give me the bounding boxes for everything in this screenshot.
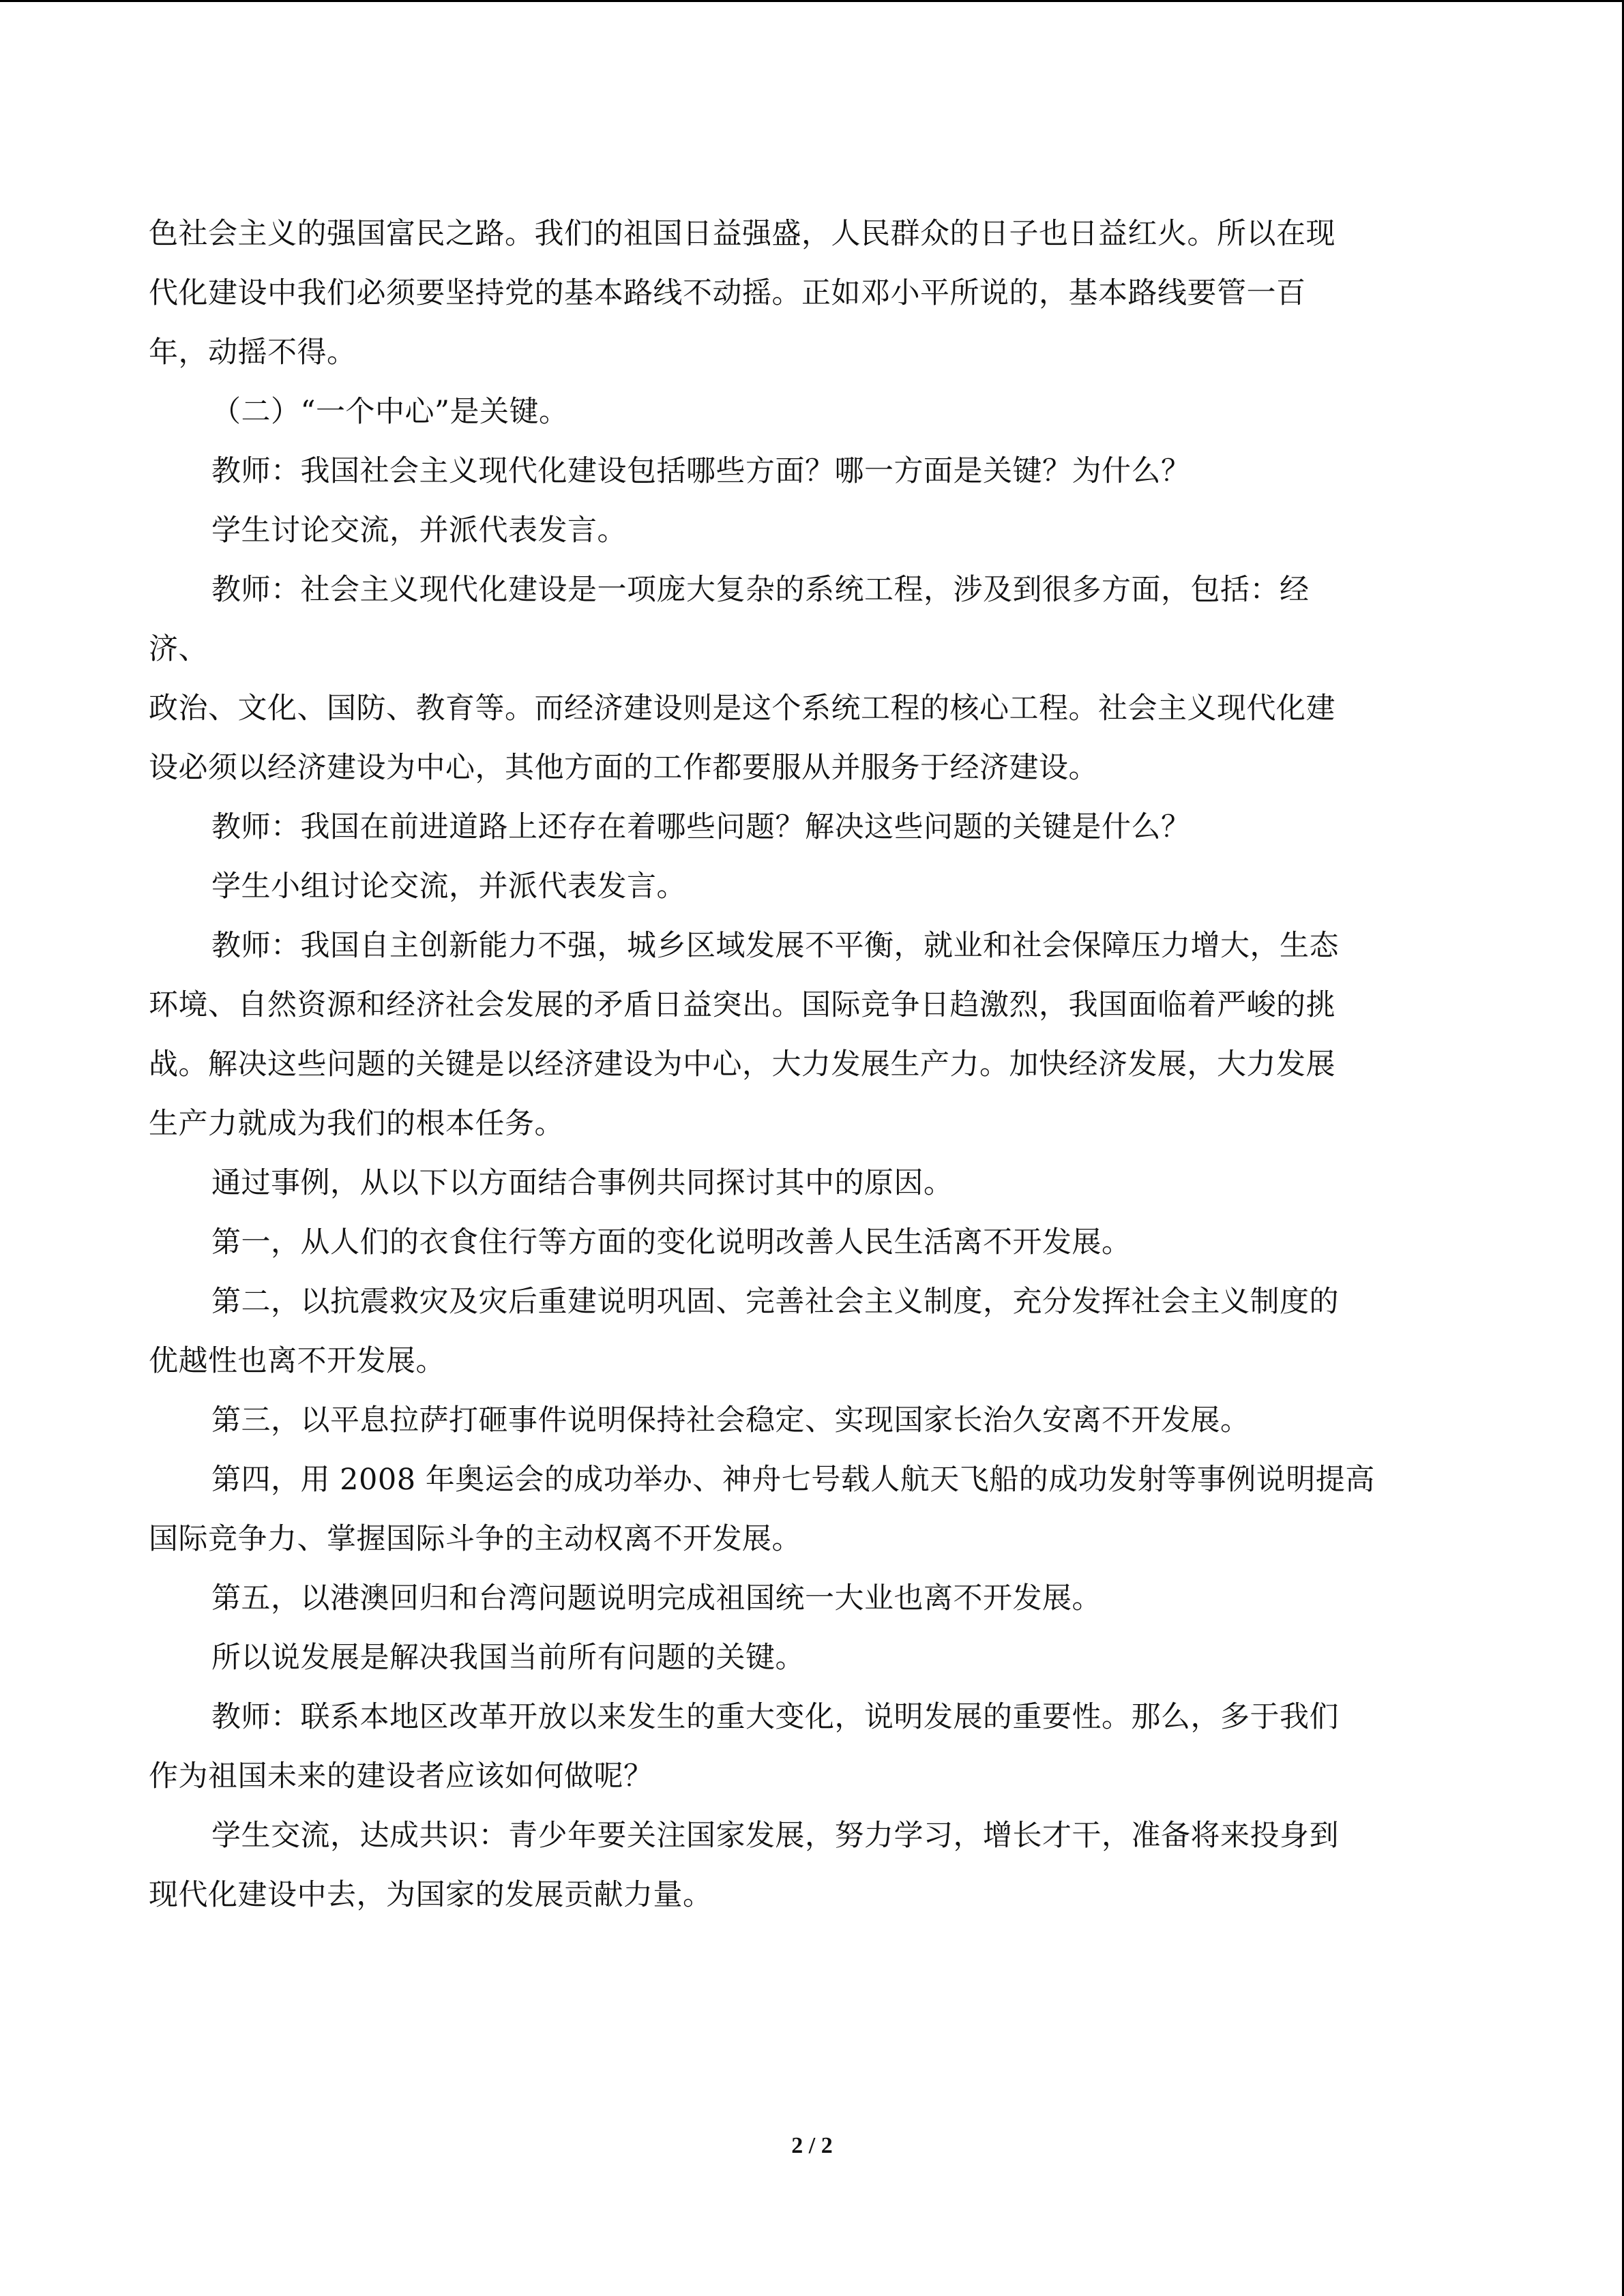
document-body [149,205,1472,1925]
text-line: 济、 [149,632,208,666]
text-line: 作为祖国未来的建设者应该如何做呢？ [149,1759,653,1793]
text-line: 学生交流，达成共识：青少年要关注国家发展，努力学习，增长才干，准备将来投身到 [211,1819,1339,1853]
text-line: 优越性也离不开发展。 [149,1344,445,1378]
text-line: 生产力就成为我们的根本任务。 [149,1107,564,1141]
text-line: 政治、文化、国防、教育等。而经济建设则是这个系统工程的核心工程。社会主义现代化建 [149,691,1335,726]
text-line: 教师：社会主义现代化建设是一项庞大复杂的系统工程，涉及到很多方面，包括：经 [211,573,1310,607]
text-line: 教师：联系本地区改革开放以来发生的重大变化，说明发展的重要性。那么，多于我们 [211,1700,1339,1734]
text-line: 设必须以经济建设为中心，其他方面的工作都要服从并服务于经济建设。 [149,751,1098,785]
text-line: 现代化建设中去，为国家的发展贡献力量。 [149,1878,713,1912]
text-line: 所以说发展是解决我国当前所有问题的关键。 [211,1641,805,1675]
text-line: 通过事例，从以下以方面结合事例共同探讨其中的原因。 [211,1166,954,1200]
page-number: 2 / 2 [791,2133,833,2158]
text-line: 学生讨论交流，并派代表发言。 [211,513,627,548]
page-top-border [0,0,1624,2]
text-line: 教师：我国自主创新能力不强，城乡区域发展不平衡，就业和社会保障压力增大，生态 [211,929,1339,963]
text-line: 第四，用 2008 年奥运会的成功举办、神舟七号载人航天飞船的成功发射等事例说明提高 [211,1463,1375,1497]
text-line: 第五，以港澳回归和台湾问题说明完成祖国统一大业也离不开发展。 [211,1581,1102,1615]
text-line: 教师：我国社会主义现代化建设包括哪些方面？哪一方面是关键？为什么？ [211,454,1191,488]
text-line: 第三，以平息拉萨打砸事件说明保持社会稳定、实现国家长治久安离不开发展。 [211,1403,1250,1437]
text-line: 年，动摇不得。 [149,336,357,370]
text-line: 代化建设中我们必须要坚持党的基本路线不动摇。正如邓小平所说的，基本路线要管一百 [149,276,1306,310]
text-line: 学生小组讨论交流，并派代表发言。 [211,869,686,904]
text-line: （二）“一个中心”是关键。 [211,395,569,429]
text-line: 战。解决这些问题的关键是以经济建设为中心，大力发展生产力。加快经济发展，大力发展 [149,1047,1335,1082]
text-line: 色社会主义的强国富民之路。我们的祖国日益强盛，人民群众的日子也日益红火。所以在现 [149,217,1335,251]
text-line: 国际竞争力、掌握国际斗争的主动权离不开发展。 [149,1522,801,1556]
text-line: 环境、自然资源和经济社会发展的矛盾日益突出。国际竞争日趋激烈，我国面临着严峻的挑 [149,988,1335,1022]
text-line: 第二，以抗震救灾及灾后重建说明巩固、完善社会主义制度，充分发挥社会主义制度的 [211,1285,1339,1319]
text-line: 第一，从人们的衣食住行等方面的变化说明改善人民生活离不开发展。 [211,1225,1132,1259]
text-line: 教师：我国在前进道路上还存在着哪些问题？解决这些问题的关键是什么？ [211,810,1191,844]
